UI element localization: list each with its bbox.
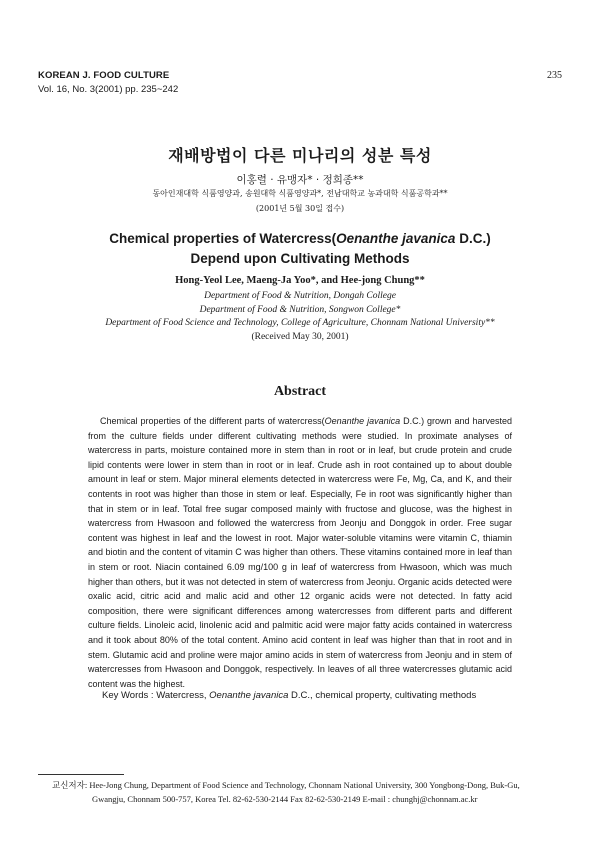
- english-title-line2: Depend upon Cultivating Methods: [190, 251, 410, 266]
- corresponding-author-footnote: [52, 779, 562, 806]
- english-authors: Hong-Yeol Lee, Maeng-Ja Yoo*, and Hee-jong Chung**: [175, 275, 425, 286]
- abstract-text: D.C.) grown and harvested from the culture fields under different cultivating methods were studied. In proximate analyses of watercress in parts, moisture contained more in stem than in root or in leaf, but crude protein and crude lipid contents were lower in stem than in root or in leaf. Crude ash in root contained up to about double amount in leaf or stem. Major mineral elements detected in watercress were Fe, Mg, Ca, and K, and their contents in root was higher than those in stem or leaf. Especially, Fe in root was significantly higher than that in stem or in leaf. Total free sugar composed mainly with fructose and glucose, was the highest in watercress from Hwasoon and followed the watercress from Jeonju and Donggok in order. Free sugar content was highest in leaf and the lowest in root. Major water-soluble vitamins were vitamin C, thiamin and biotin and the content of vitamin C was higher than others. These vitamins contained more in leaf than in stem or root. Niacin contained 6.09 mg/100 g in leaf of watercress from Hwasoon, which was much higher than others, but it was not detected in stem of watercress from Jeonju. Organic acids detected were oxalic acid, citric acid and malic acid and other 12 organic acids were not detected. In fatty acid composition, there were significant differences among watercresses from different parts and different culture fields. Linoleic acid, linolenic acid and palmitic acid were major fatty acids contained in watercress and it took about 80% of the total content. Amino acid content in leaf was higher than that in root and in stem. Glutamic acid and proline were major amino acids in stem of watercress from Jeonju and in stem of watercresses from Hwasoon and Donggok, respectively. In leaves of all three watercresses glutamic acid content was the highest.: [88, 416, 512, 689]
- key-words: [102, 690, 522, 701]
- korean-title: 재배방법이 다른 미나리의 성분 특성: [168, 146, 432, 165]
- abstract-species: Oenanthe javanica: [324, 416, 401, 426]
- english-received-date: (Received May 30, 2001): [251, 331, 349, 342]
- english-title: [0, 229, 600, 269]
- footnote-divider: [38, 774, 124, 775]
- abstract-body: [88, 414, 512, 691]
- korean-received-date: (2001년 5월 30일 접수): [255, 204, 345, 213]
- key-words-species: Oenanthe javanica: [209, 690, 289, 701]
- footnote-line2: Gwangju, Chonnam 500-757, Korea Tel. 82-62-530-2144 Fax 82-62-530-2149 E-mail : chunghj@chonnam.ac.kr: [92, 793, 478, 804]
- abstract-text: Chemical properties of the different parts of watercress(: [100, 416, 325, 426]
- page-number: 235: [547, 70, 562, 81]
- english-title-line1: [0, 229, 600, 249]
- title-part: D.C.): [455, 231, 491, 246]
- title-species: Oenanthe javanica: [336, 231, 456, 246]
- title-part: Chemical properties of Watercress(: [109, 231, 337, 246]
- footnote-line1: 교신저자: Hee-Jong Chung, Department of Food Science and Technology, Chonnam National University, 300 Yongbong-Dong, Buk-Gu,: [52, 780, 520, 790]
- key-words-text: D.C., chemical property, cultivating methods: [288, 690, 477, 701]
- affiliation-chonnam: Department of Food Science and Technology, College of Agriculture, Chonnam National University**: [105, 318, 495, 328]
- korean-authors: 이홍렬 · 유맹자* · 정희종**: [236, 174, 364, 186]
- affiliation-songwon: Department of Food & Nutrition, Songwon College*: [199, 304, 401, 315]
- abstract-heading: Abstract: [273, 384, 327, 399]
- korean-affiliations: 동아인재대학 식품영양과, 송원대학 식품영양과*, 전남대학교 농과대학 식품공학과**: [152, 189, 448, 198]
- journal-name: KOREAN J. FOOD CULTURE: [38, 70, 170, 81]
- journal-header: [38, 70, 178, 95]
- key-words-label: Key Words :: [102, 690, 157, 701]
- affiliation-dongah: Department of Food & Nutrition, Dongah College: [204, 291, 396, 301]
- journal-volume: Vol. 16, No. 3(2001) pp. 235~242: [38, 84, 179, 95]
- key-words-text: Watercress,: [156, 690, 210, 701]
- english-affiliations: [0, 290, 600, 344]
